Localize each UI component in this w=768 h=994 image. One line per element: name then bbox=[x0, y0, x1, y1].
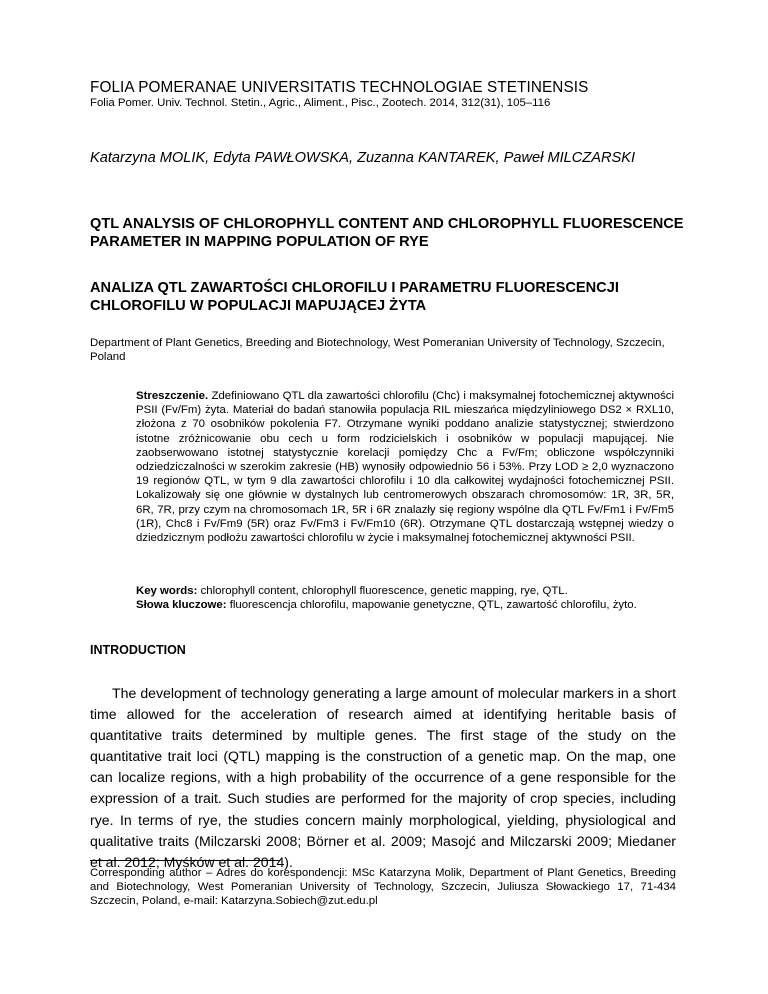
abstract-text: Zdefiniowano QTL dla zawartości chlorofilu (Chc) i maksymalnej fotochemicznej aktywności PSII (Fv/Fm) żyta. Materiał do badań stanowiła populacja RIL mieszańca międzyliniowego DS2 × RXL10, złożona z 70 osobników pokolenia F7. Otrzymane wyniki poddano analizie statystycznej; stwierdzono istotne zróżnicowanie obu cech u form rodzicielskich i osobników w populacji mapującej. Nie zaobserwowano istotnej statystycznie korelacji pomiędzy Chc a Fv/Fm; obliczone współczynniki odziedziczalności w szerokim zakresie (HB) wynosiły odpowiednio 56 i 53%. Przy LOD ≥ 2,0 wyznaczono 19 regionów QTL, w tym 9 dla zawartości chlorofilu i 10 dla całkowitej wydajności fotochemicznej PSII. Lokalizowały się one głównie w dystalnych lub centromerowych obszarach chromosomów: 1R, 3R, 5R, 6R, 7R, przy czym na chromosomach 1R, 5R i 6R znalazły się regiony wspólne dla QTL Fv/Fm1 i Fv/Fm5 (1R), Chc8 i Fv/Fm9 (5R) oraz Fv/Fm3 i Fv/Fm10 (6R). Otrzymane QTL dostarczają wstępnej wiedzy o dziedzicznym podłożu zawartości chlorofilu w życie i maksymalnej fotochemicznej aktywności PSII. bbox=[136, 390, 674, 545]
affiliation: Department of Plant Genetics, Breeding and Biotechnology, West Pomeranian University of Technology, Szczecin, Poland bbox=[90, 337, 665, 363]
keywords-english-label: Key words: bbox=[136, 585, 198, 597]
keywords-polish bbox=[136, 598, 674, 612]
keywords-polish-text: fluorescencja chlorofilu, mapowanie genetyczne, QTL, zawartość chlorofilu, żyto. bbox=[229, 599, 637, 612]
keywords-english-text: chlorophyll content, chlorophyll fluorescence, genetic mapping, rye, QTL. bbox=[200, 585, 568, 597]
footnote-corresponding-author: Corresponding author – Adres do korespondencji: MSc Katarzyna Molik, Department of Plant Genetics, Breeding and Biotechnology, West Pomeranian University of Technology, Szczecin, Juliusza Słowackiego 17, 71-434 Szczecin, Poland, e-mail: Katarzyna.Sobiech@zut.edu.pl bbox=[90, 867, 676, 908]
paper-title-polish: ANALIZA QTL ZAWARTOŚCI CHLOROFILU I PARAMETRU FLUORESCENCJI CHLOROFILU W POPULACJI MAPUJĄCEJ ŻYTA bbox=[90, 280, 619, 314]
paper-title-english: QTL ANALYSIS OF CHLOROPHYLL CONTENT AND CHLOROPHYLL FLUORESCENCE PARAMETER IN MAPPING POPULATION OF RYE bbox=[90, 216, 684, 250]
journal-citation: Folia Pomer. Univ. Technol. Stetin., Agric., Aliment., Pisc., Zootech. 2014, 312(31), 105–116 bbox=[90, 97, 551, 109]
introduction-paragraph: The development of technology generating a large amount of molecular markers in a short time allowed for the acceleration of research aimed at identifying heritable basis of quantitative traits determined by multiple genes. The first stage of the study on the quantitative trait loci (QTL) mapping is the construction of a genetic map. On the map, one can localize regions, with a high probability of the occurrence of a gene responsible for the expression of a trait. Such studies are performed for the majority of crop species, including rye. In terms of rye, the studies concern mainly morphological, yielding, physiological and qualitative traits (Milczarski 2008; Börner et al. 2009; Masojć and Milczarski 2009; Miedaner et al. 2012; Myśków et al. 2014). bbox=[90, 685, 676, 870]
section-heading-introduction: INTRODUCTION bbox=[90, 643, 186, 657]
abstract-label: Streszczenie. bbox=[136, 390, 209, 402]
journal-title: FOLIA POMERANAE UNIVERSITATIS TECHNOLOGIAE STETINENSIS bbox=[90, 79, 589, 96]
footnote-divider bbox=[90, 860, 280, 861]
abstract bbox=[136, 389, 674, 545]
author-list: Katarzyna MOLIK, Edyta PAWŁOWSKA, Zuzanna KANTAREK, Paweł MILCZARSKI bbox=[90, 150, 636, 166]
keywords-block bbox=[136, 584, 674, 612]
keywords-polish-label: Słowa kluczowe: bbox=[136, 599, 227, 612]
keywords-english bbox=[136, 584, 674, 598]
